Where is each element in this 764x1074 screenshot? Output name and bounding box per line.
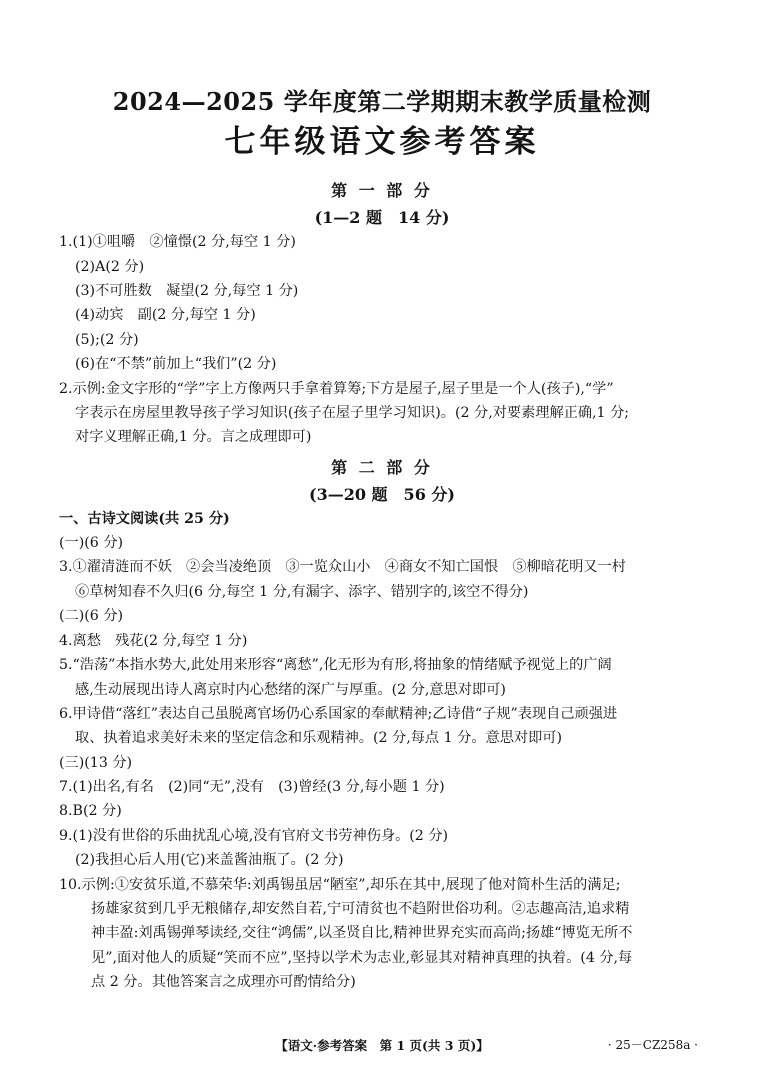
subsection-heading: (三)(13 分) [59, 755, 133, 771]
answer-line: 见”,面对他人的质疑“笑而不应”,坚持以学术为志业,彰显其对精神真理的执着。(4 分,每 [91, 950, 633, 966]
answer-line: 感,生动展现出诗人离京时内心愁绪的深广与厚重。(2 分,意思对即可) [75, 682, 506, 698]
answer-line: 6.甲诗借“落红”表达自己虽脱离官场仍心系国家的奉献精神;乙诗借“子规”表现自己顽强进 [59, 706, 618, 722]
answer-line: 5.“浩荡”本指水势大,此处用来形容“离愁”,化无形为有形,将抽象的情绪赋予视觉上的广阔 [59, 657, 612, 673]
answer-line: 1.(1)①咀嚼 ②憧憬(2 分,每空 1 分) [59, 234, 296, 250]
answer-line: (2)A(2 分) [75, 259, 145, 275]
answer-line: 对字义理解正确,1 分。言之成理即可) [75, 429, 312, 445]
answer-line: 7.(1)出名,有名 (2)同“无”,没有 (3)曾经(3 分,每小题 1 分) [59, 779, 445, 795]
answer-line: 神丰盈:刘禹锡弹琴读经,交往“鸿儒”,以圣贤自比,精神世界充实而高尚;扬雄“博览无所不 [91, 925, 633, 941]
part2-heading: 第 二 部 分 [331, 458, 433, 477]
exam-title: 2024—2025 学年度第二学期期末教学质量检测 [112, 87, 652, 116]
footer-code: · 25－CZ258a · [607, 1038, 698, 1052]
answer-line: (2)我担心后人用(它)来盖酱油瓶了。(2 分) [75, 852, 344, 868]
answer-line: 8.B(2 分) [59, 803, 122, 819]
part1-heading: 第 一 部 分 [331, 181, 433, 200]
answer-line: (5);(2 分) [75, 332, 139, 348]
answer-line: 10.示例:①安贫乐道,不慕荣华:刘禹锡虽居“陋室”,却乐在其中,展现了他对简朴生活的满足; [59, 877, 621, 893]
answer-line: (6)在“不禁”前加上“我们”(2 分) [75, 356, 277, 372]
answer-line: (4)动宾 副(2 分,每空 1 分) [75, 307, 256, 323]
answer-line: (3)不可胜数 凝望(2 分,每空 1 分) [75, 283, 299, 299]
answer-line: ⑥草树知春不久归(6 分,每空 1 分,有漏字、添字、错别字的,该空不得分) [75, 584, 529, 600]
answer-line: 3.①濯清涟而不妖 ②会当凌绝顶 ③一览众山小 ④商女不知亡国恨 ⑤柳暗花明又一村 [59, 559, 626, 575]
part1-range: (1—2 题 14 分) [314, 208, 450, 227]
answer-line: 取、执着追求美好未来的坚定信念和乐观精神。(2 分,每点 1 分。意思对即可) [75, 730, 562, 746]
answer-line: 9.(1)没有世俗的乐曲扰乱心境,没有官府文书劳神伤身。(2 分) [59, 828, 449, 844]
answer-line: 2.示例:金文字形的“学”字上方像两只手拿着算筹;下方是屋子,屋子里是一个人(孩子),“学” [59, 381, 614, 397]
answer-line: 4.离愁 残花(2 分,每空 1 分) [59, 633, 248, 649]
answer-line: 扬雄家贫到几乎无粮储存,却安然自若,宁可清贫也不趋附世俗功利。②志趣高洁,追求精 [91, 901, 630, 917]
document-subtitle: 七年级语文参考答案 [224, 124, 540, 160]
subsection-heading: (一)(6 分) [59, 535, 124, 551]
footer-page-info: 【语文·参考答案 第 1 页(共 3 页)】 [275, 1038, 489, 1053]
part2-range: (3—20 题 56 分) [309, 485, 455, 504]
answer-line: 点 2 分。其他答案言之成理亦可酌情给分) [91, 974, 356, 990]
answer-line: 字表示在房屋里教导孩子学习知识(孩子在屋子里学习知识)。(2 分,对要素理解正确,1 分; [75, 405, 630, 421]
subsection-heading: (二)(6 分) [59, 608, 124, 624]
section-heading: 一、古诗文阅读(共 25 分) [59, 511, 230, 527]
